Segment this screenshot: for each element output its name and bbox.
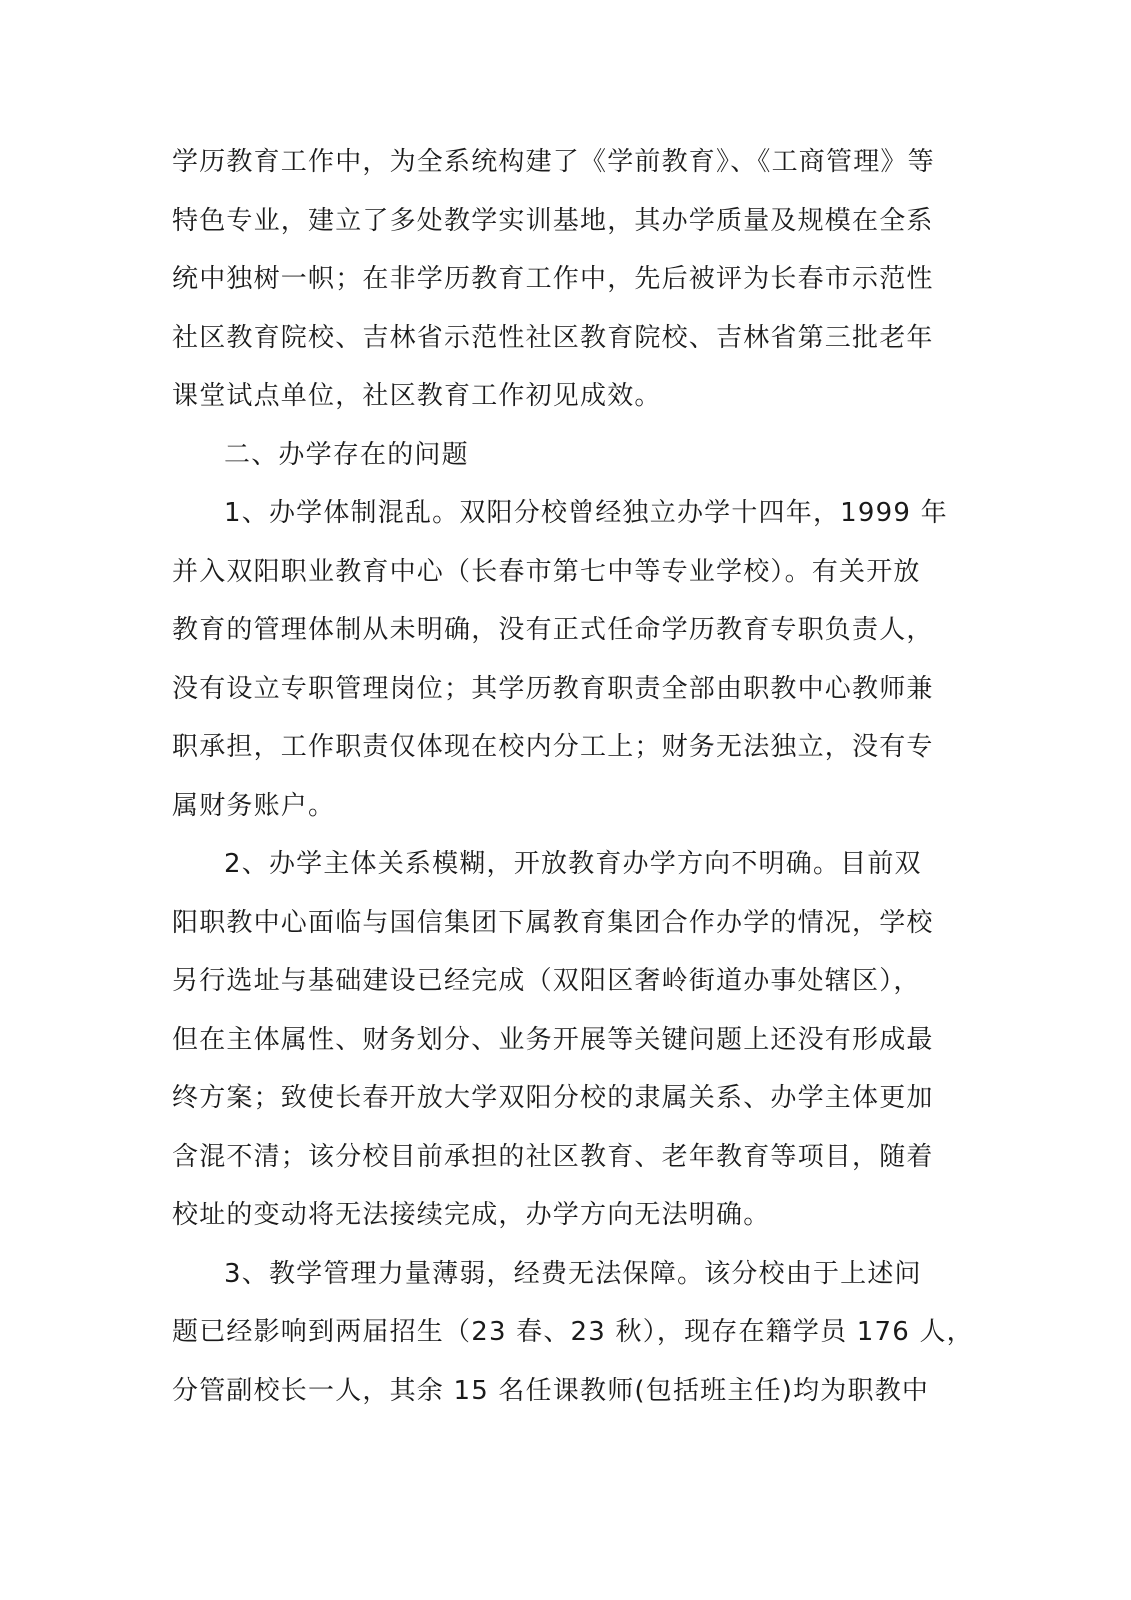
text-line: 但在主体属性、财务划分、业务开展等关键问题上还没有形成最	[172, 1024, 934, 1055]
text-line: 统中独树一帜；在非学历教育工作中，先后被评为长春市示范性	[172, 264, 934, 294]
text-line: 阳职教中心面临与国信集团下属教育集团合作办学的情况，学校	[172, 907, 934, 938]
text-line: 特色专业，建立了多处教学实训基地，其办学质量及规模在全系	[172, 205, 934, 236]
text-line: 教育的管理体制从未明确，没有正式任命学历教育专职负责人，	[172, 615, 934, 645]
text-line: 社区教育院校、吉林省示范性社区教育院校、吉林省第三批老年	[172, 322, 934, 353]
text-line: 校址的变动将无法接续完成，办学方向无法明确。	[172, 1200, 771, 1230]
text-line: 另行选址与基础建设已经完成（双阳区奢岭街道办事处辖区），	[172, 966, 921, 996]
text-line: 终方案；致使长春开放大学双阳分校的隶属关系、办学主体更加	[172, 1083, 934, 1113]
text-line: 分管副校长一人，其余 15 名任课教师(包括班主任)均为职教中	[172, 1375, 930, 1406]
text-line: 课堂试点单位，社区教育工作初见成效。	[172, 381, 662, 411]
text-line: 职承担，工作职责仅体现在校内分工上；财务无法独立，没有专	[172, 732, 934, 762]
text-line: 题已经影响到两届招生（23 春、23 秋），现存在籍学员 176 人，	[172, 1317, 974, 1347]
text-line: 没有设立专职管理岗位；其学历教育职责全部由职教中心教师兼	[172, 673, 934, 704]
text-line: 二、办学存在的问题	[224, 439, 469, 470]
text-line: 含混不清；该分校目前承担的社区教育、老年教育等项目，随着	[172, 1141, 934, 1172]
text-line: 2、办学主体关系模糊，开放教育办学方向不明确。目前双	[224, 849, 922, 879]
document-body	[172, 133, 974, 1420]
text-line: 属财务账户。	[172, 790, 336, 821]
text-line: 1、办学体制混乱。双阳分校曾经独立办学十四年，1999 年	[224, 498, 948, 528]
text-line: 学历教育工作中，为全系统构建了《学前教育》、《工商管理》等	[172, 147, 935, 177]
text-line: 并入双阳职业教育中心（长春市第七中等专业学校）。有关开放	[172, 556, 921, 587]
text-line: 3、教学管理力量薄弱，经费无法保障。该分校由于上述问	[224, 1258, 922, 1289]
